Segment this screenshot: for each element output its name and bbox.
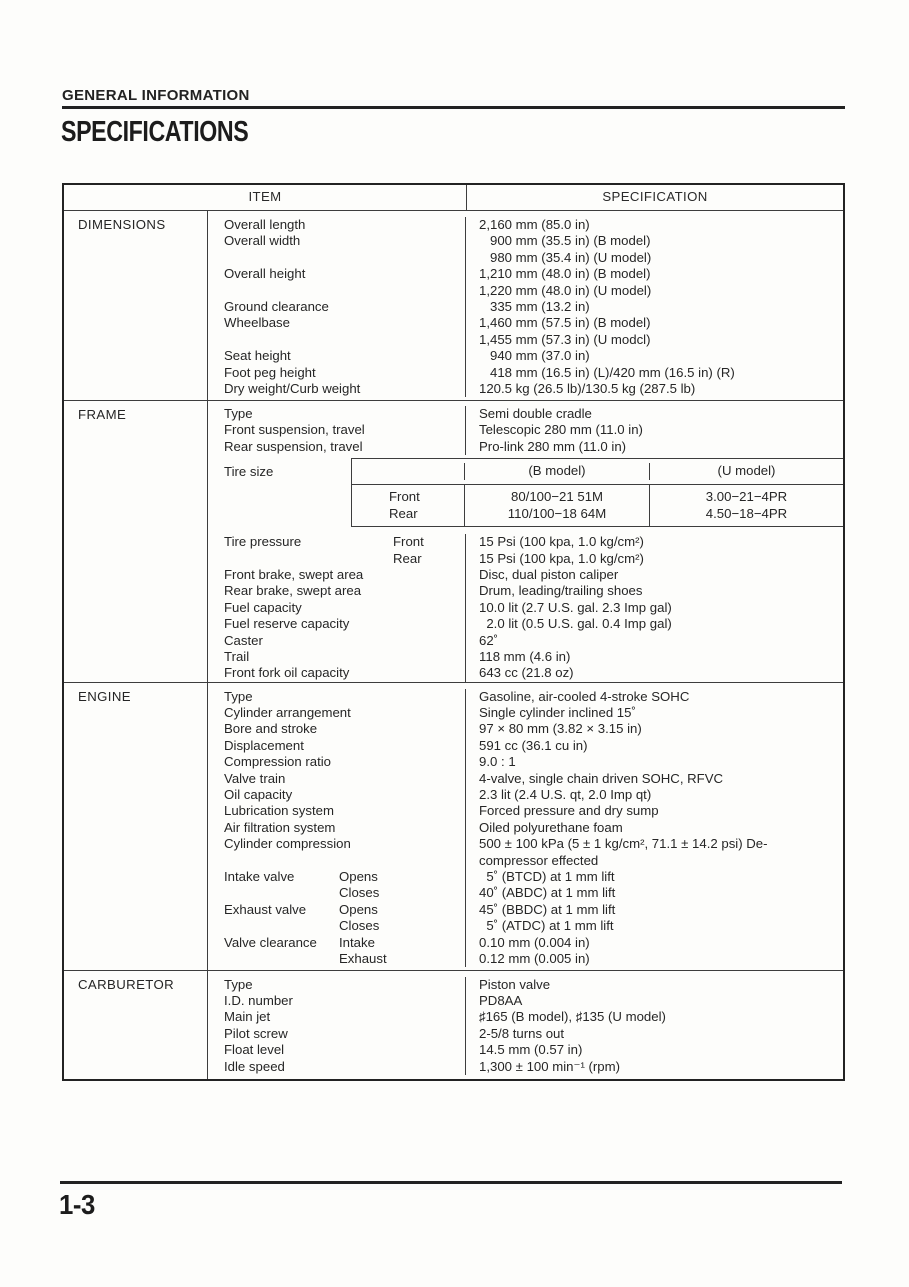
spec-value: PD8AA (479, 993, 523, 1009)
spec-value: 5˚ (ATDC) at 1 mm lift (479, 918, 614, 934)
chapter-header: GENERAL INFORMATION (62, 87, 250, 104)
spec-row (208, 689, 843, 705)
spec-value: 500 ± 100 kPa (5 ± 1 kg/cm², 71.1 ± 14.2 psi) De- (479, 836, 768, 852)
tire-front-u: 3.00−21−4PR (705, 489, 788, 505)
spec-value: 335 mm (13.2 in) (479, 298, 590, 314)
tire-header-b-model: (B model) (464, 463, 649, 479)
specifications-table (62, 183, 845, 1081)
item-label: Type (224, 688, 253, 704)
spec-row (208, 332, 843, 348)
spec-row (208, 406, 843, 422)
spec-row (208, 534, 843, 550)
spec-row (208, 918, 843, 934)
spec-row (208, 836, 843, 852)
frame-rows-top (208, 401, 843, 455)
spec-value: 643 cc (21.8 oz) (479, 665, 574, 681)
spec-row (208, 977, 843, 993)
tire-row-label-rear: Rear (389, 506, 418, 522)
item-label: Dry weight/Curb weight (224, 380, 361, 396)
spec-value: Forced pressure and dry sump (479, 803, 659, 819)
spec-value: Single cylinder inclined 15˚ (479, 705, 636, 721)
item-label: Compression ratio (224, 754, 332, 770)
item-label: Float level (224, 1042, 285, 1058)
spec-row (208, 439, 843, 455)
item-sublabel: Front (393, 534, 424, 550)
spec-row (208, 250, 843, 266)
item-label: Pilot screw (224, 1025, 288, 1041)
item-label: Valve train (224, 770, 286, 786)
section-engine (64, 682, 843, 970)
item-sublabel: Closes (339, 918, 380, 934)
tire-row-label-front: Front (389, 489, 420, 505)
spec-value: Pro-link 280 mm (11.0 in) (479, 438, 627, 454)
spec-row (208, 348, 843, 364)
spec-value: 9.0 : 1 (479, 754, 516, 770)
item-label: Valve clearance (224, 934, 317, 950)
spec-value: 1,300 ± 100 min⁻¹ (rpm) (479, 1058, 620, 1074)
item-label: Rear brake, swept area (224, 583, 362, 599)
spec-row (208, 885, 843, 901)
engine-rows (208, 683, 843, 968)
spec-value: 900 mm (35.5 in) (B model) (479, 233, 651, 249)
item-label: Wheelbase (224, 315, 290, 331)
item-label: Cylinder arrangement (224, 705, 351, 721)
spec-row (208, 721, 843, 737)
section-category-label: DIMENSIONS (64, 211, 208, 400)
spec-value: 14.5 mm (0.57 in) (479, 1042, 583, 1058)
section-category-label: ENGINE (64, 683, 208, 970)
item-label: Overall width (224, 233, 301, 249)
section-carburetor (64, 970, 843, 1079)
item-sublabel: Exhaust (339, 950, 387, 966)
dimensions-rows (208, 211, 843, 397)
spec-row (208, 820, 843, 836)
tire-front-b: 80/100−21 51M (510, 489, 604, 505)
spec-value: 40˚ (ABDC) at 1 mm lift (479, 885, 616, 901)
spec-row (208, 299, 843, 315)
spec-value: Oiled polyurethane foam (479, 819, 623, 835)
item-label: Fuel capacity (224, 599, 302, 615)
item-label: Front suspension, travel (224, 422, 365, 438)
spec-value: compressor effected (479, 852, 599, 868)
item-label: Type (224, 976, 253, 992)
tire-row-labels (352, 485, 464, 526)
column-header-item: ITEM (64, 185, 467, 210)
item-label: Front fork oil capacity (224, 665, 350, 681)
spec-row (208, 771, 843, 787)
section-dimensions (64, 210, 843, 400)
spec-value: 1,455 mm (57.3 in) (U modcl) (479, 331, 651, 347)
spec-value: 980 mm (35.4 in) (U model) (479, 249, 652, 265)
spec-row (208, 551, 843, 567)
carburetor-rows (208, 971, 843, 1075)
item-label: Front brake, swept area (224, 566, 364, 582)
spec-row (208, 381, 843, 397)
item-label: Intake valve (224, 868, 295, 884)
spec-row (208, 665, 843, 681)
spec-row (208, 266, 843, 282)
spec-row (208, 803, 843, 819)
tire-size-label: Tire size (224, 464, 274, 480)
spec-row (208, 1042, 843, 1058)
spec-value: 45˚ (BBDC) at 1 mm lift (479, 901, 616, 917)
section-category-label: FRAME (64, 401, 208, 682)
spec-row (208, 1059, 843, 1075)
spec-value: 1,460 mm (57.5 in) (B model) (479, 315, 651, 331)
item-label: Overall height (224, 266, 306, 282)
tire-table-data (352, 485, 843, 526)
item-label: Caster (224, 632, 263, 648)
item-label: Cylinder compression (224, 836, 351, 852)
item-label: Air filtration system (224, 819, 336, 835)
spec-row (208, 217, 843, 233)
item-label: Lubrication system (224, 803, 334, 819)
item-label: Main jet (224, 1009, 271, 1025)
table-header-row (64, 185, 843, 210)
item-label: I.D. number (224, 993, 293, 1009)
spec-value: ♯165 (B model), ♯135 (U model) (479, 1009, 666, 1025)
tire-rear-b: 110/100−18 64M (507, 506, 607, 522)
spec-row (208, 616, 843, 632)
spec-value: 120.5 kg (26.5 lb)/130.5 kg (287.5 lb) (479, 380, 696, 396)
item-sublabel: Opens (339, 868, 378, 884)
item-sublabel: Rear (393, 550, 422, 566)
tire-header-u-model: (U model) (649, 463, 843, 479)
spec-row (208, 951, 843, 967)
item-label: Trail (224, 648, 250, 664)
spec-row (208, 787, 843, 803)
item-label: Type (224, 406, 253, 421)
spec-row (208, 567, 843, 583)
spec-value: Drum, leading/trailing shoes (479, 583, 643, 599)
spec-row (208, 738, 843, 754)
spec-value: 2.3 lit (2.4 U.S. qt, 2.0 Imp qt) (479, 787, 652, 803)
header-rule (62, 106, 845, 109)
spec-value: 62˚ (479, 632, 499, 648)
spec-row (208, 365, 843, 381)
spec-value: 2,160 mm (85.0 in) (479, 217, 590, 232)
spec-row (208, 853, 843, 869)
tire-values-b-model (464, 485, 649, 526)
spec-value: Piston valve (479, 976, 551, 992)
spec-row (208, 754, 843, 770)
spec-row (208, 422, 843, 438)
spec-value: 15 Psi (100 kpa, 1.0 kg/cm²) (479, 550, 644, 566)
item-label: Seat height (224, 348, 291, 364)
spec-value: 4-valve, single chain driven SOHC, RFVC (479, 770, 724, 786)
frame-rows-bottom (208, 527, 843, 682)
spec-row (208, 583, 843, 599)
spec-row (208, 993, 843, 1009)
item-label: Displacement (224, 737, 304, 753)
spec-value: 1,210 mm (48.0 in) (B model) (479, 266, 651, 282)
spec-row (208, 649, 843, 665)
spec-row (208, 1009, 843, 1025)
spec-row (208, 902, 843, 918)
spec-value: 97 × 80 mm (3.82 × 3.15 in) (479, 721, 642, 737)
tire-rear-u: 4.50−18−4PR (705, 506, 788, 522)
spec-value: Semi double cradle (479, 406, 592, 421)
spec-row (208, 315, 843, 331)
tire-size-block (208, 458, 843, 527)
spec-value: 2-5/8 turns out (479, 1025, 565, 1041)
spec-value: 0.12 mm (0.005 in) (479, 950, 590, 966)
item-label: Bore and stroke (224, 721, 318, 737)
footer-rule (60, 1181, 842, 1184)
item-label: Oil capacity (224, 787, 293, 803)
spec-value: 5˚ (BTCD) at 1 mm lift (479, 868, 615, 884)
tire-size-table (351, 458, 843, 527)
page-number: 1-3 (59, 1189, 95, 1220)
item-sublabel: Intake (339, 934, 375, 950)
spec-value: Gasoline, air-cooled 4-stroke SOHC (479, 688, 690, 704)
section-frame (64, 400, 843, 682)
spec-value: 10.0 lit (2.7 U.S. gal. 2.3 Imp gal) (479, 599, 672, 615)
spec-row (208, 1026, 843, 1042)
spec-value: 591 cc (36.1 cu in) (479, 737, 588, 753)
spec-value: 118 mm (4.6 in) (479, 648, 571, 664)
item-sublabel: Opens (339, 901, 378, 917)
spec-value: Disc, dual piston caliper (479, 566, 619, 582)
item-label: Idle speed (224, 1058, 285, 1074)
spec-value: 15 Psi (100 kpa, 1.0 kg/cm²) (479, 534, 644, 550)
section-category-label: CARBURETOR (64, 971, 208, 1079)
spec-row (208, 600, 843, 616)
spec-value: 0.10 mm (0.004 in) (479, 934, 590, 950)
item-label: Tire pressure (224, 534, 302, 550)
column-header-specification: SPECIFICATION (602, 189, 708, 205)
tire-values-u-model (649, 485, 843, 526)
page-title: SPECIFICATIONS (61, 116, 249, 148)
spec-value: 2.0 lit (0.5 U.S. gal. 0.4 Imp gal) (479, 616, 672, 632)
spec-value: 940 mm (37.0 in) (479, 348, 590, 364)
item-label: Foot peg height (224, 364, 316, 380)
tire-table-header (352, 459, 843, 485)
spec-row (208, 633, 843, 649)
item-label: Rear suspension, travel (224, 438, 363, 454)
item-label: Exhaust valve (224, 901, 307, 917)
spec-row (208, 283, 843, 299)
item-sublabel: Closes (339, 885, 380, 901)
spec-row (208, 869, 843, 885)
item-label: Fuel reserve capacity (224, 616, 350, 632)
spec-value: Telescopic 280 mm (11.0 in) (479, 422, 643, 438)
spec-row (208, 233, 843, 249)
spec-value: 1,220 mm (48.0 in) (U model) (479, 282, 652, 298)
item-label: Overall length (224, 217, 306, 232)
item-label: Ground clearance (224, 298, 329, 314)
spec-row (208, 705, 843, 721)
spec-row (208, 935, 843, 951)
spec-value: 418 mm (16.5 in) (L)/420 mm (16.5 in) (R) (479, 364, 735, 380)
